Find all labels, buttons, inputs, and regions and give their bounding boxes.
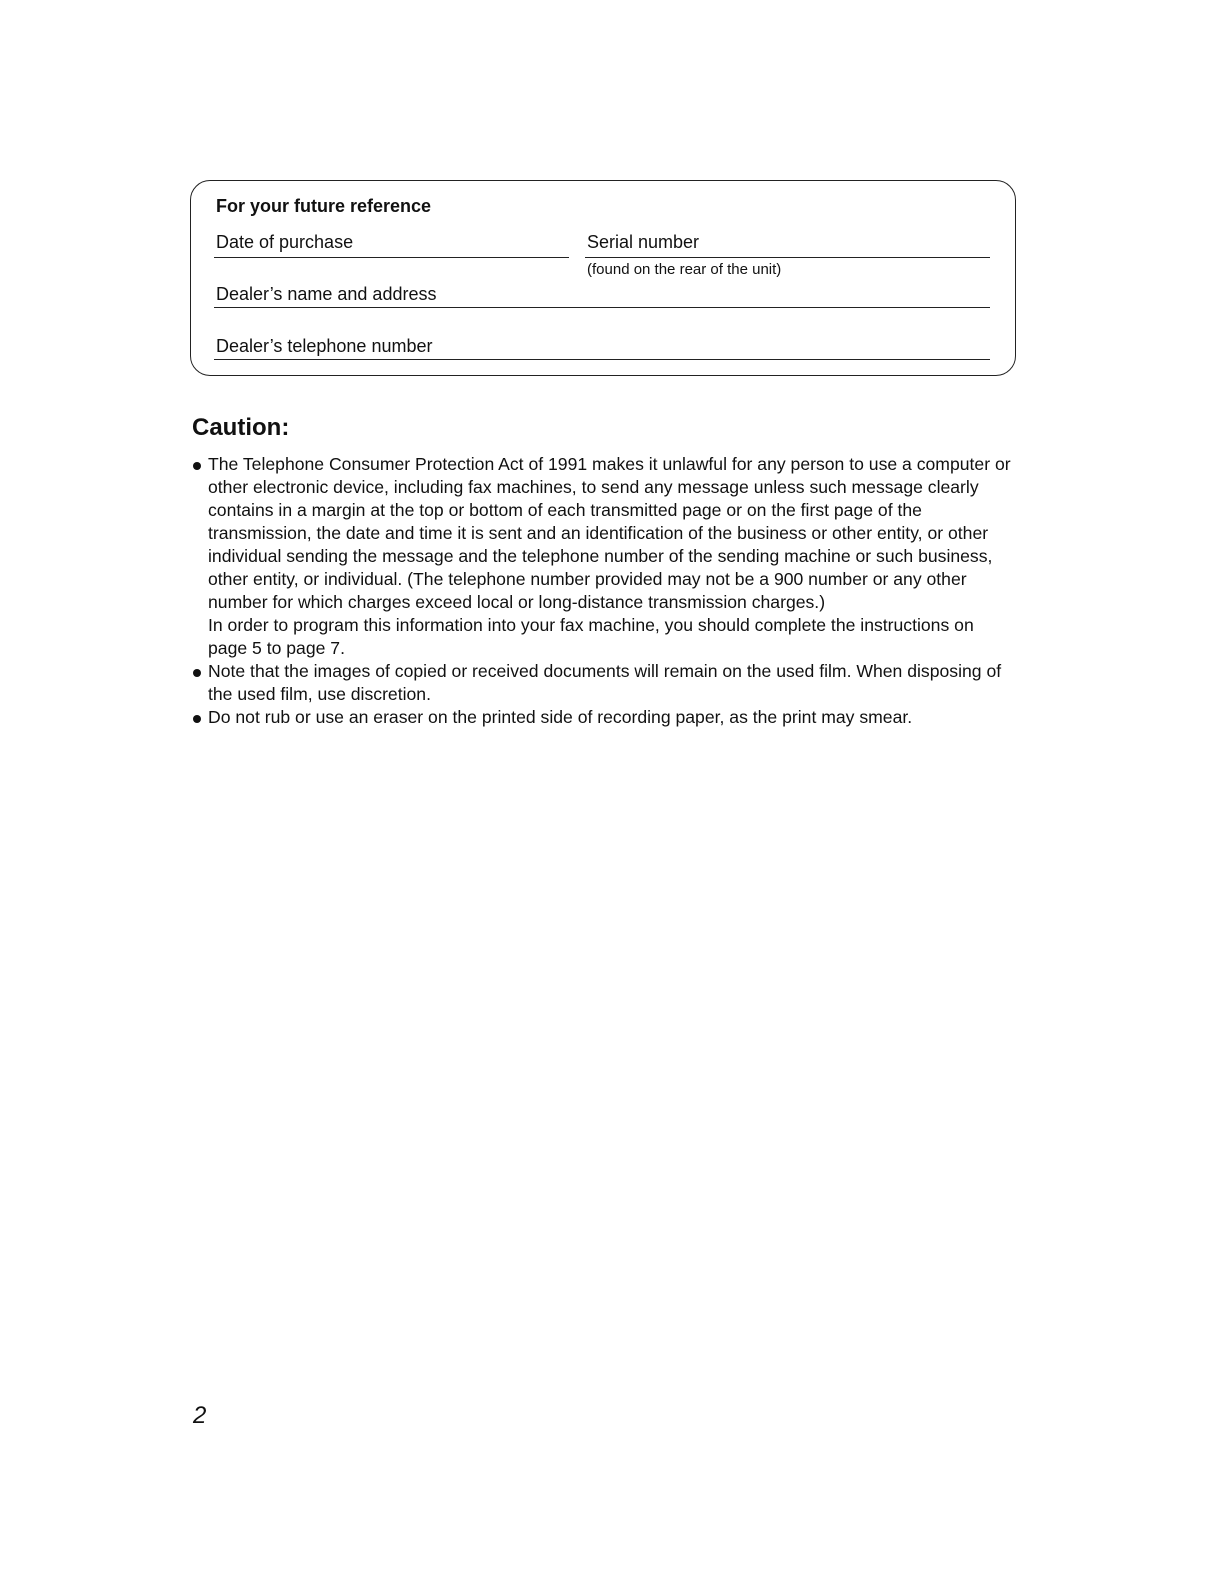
page-number: 2 [193,1402,207,1429]
dealer-name-line[interactable] [214,307,990,308]
date-of-purchase-line[interactable] [214,257,569,258]
bullet-icon [193,715,201,723]
caution-item-text: Note that the images of copied or received documents will remain on the used film. When disposing of the used film, use discretion. [208,661,1002,704]
caution-item-extra: In order to program this information into your fax machine, you should complete the instructions on page 5 to page 7. [208,615,974,658]
caution-list [192,453,1014,729]
bullet-icon [193,462,201,470]
bullet-icon [193,669,201,677]
reference-box-title: For your future reference [216,196,432,216]
caution-heading: Caution: [192,414,290,441]
serial-number-label: Serial number [587,232,700,252]
serial-number-line[interactable] [585,257,990,258]
serial-number-note: (found on the rear of the unit) [587,261,782,278]
dealer-name-label: Dealer’s name and address [216,284,437,304]
caution-item-text: Do not rub or use an eraser on the printed side of recording paper, as the print may smear. [208,707,913,727]
caution-item [192,706,1014,729]
date-of-purchase-label: Date of purchase [216,232,354,252]
caution-item-text: The Telephone Consumer Protection Act of 1991 makes it unlawful for any person to use a computer or other electronic device, including fax machines, to send any message unless such message clearly contains in a margin at the top or bottom of each transmitted page or on the first page of the transmission, the date and time it is sent and an identification of the business or other entity, or other individual sending the message and the telephone number of the sending machine or such business, other entity, or individual. (The telephone number provided may not be a 900 number or any other number for which charges exceed local or long-distance transmission charges.) [208,454,1011,612]
dealer-phone-line[interactable] [214,359,990,360]
caution-item [192,660,1014,706]
dealer-phone-label: Dealer’s telephone number [216,336,433,356]
caution-item [192,453,1014,660]
